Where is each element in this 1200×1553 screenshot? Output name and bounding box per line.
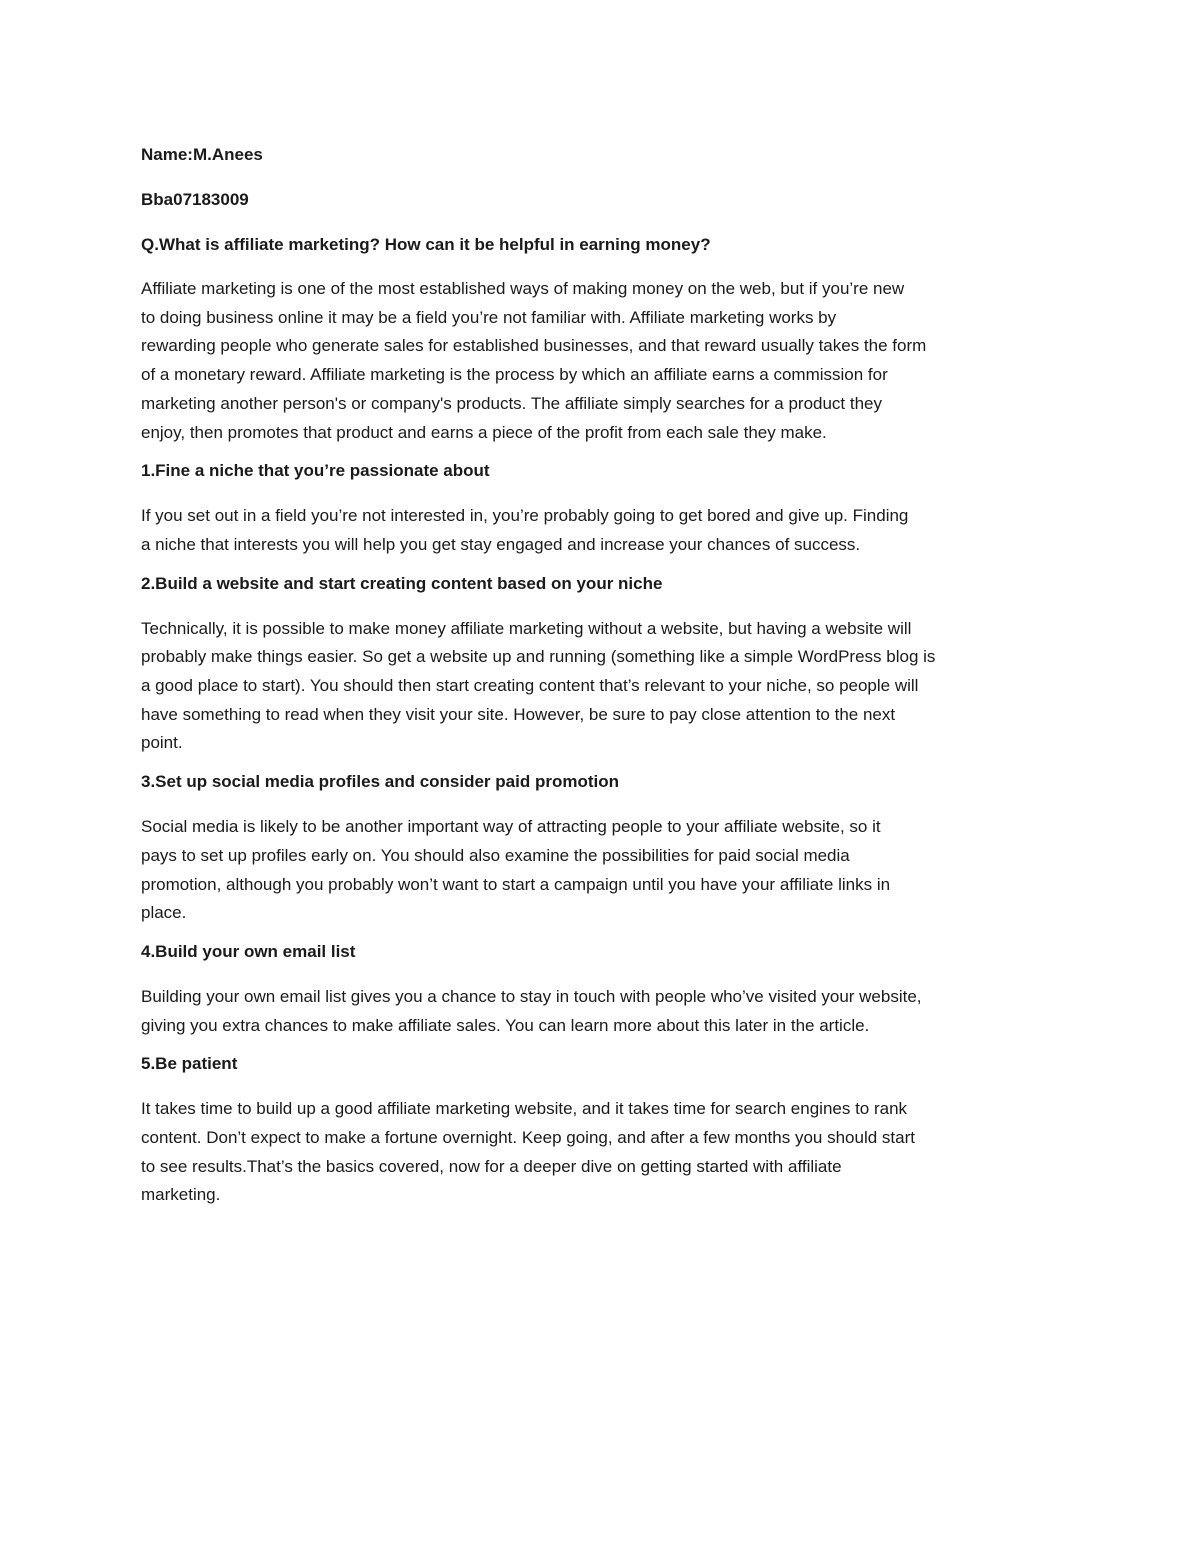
text-line: content. Don’t expect to make a fortune overnight. Keep going, and after a few months you should start	[141, 1128, 915, 1148]
text-line: Building your own email list gives you a chance to stay in touch with people who’ve visited your website,	[141, 986, 922, 1006]
section-heading-1: 1.Fine a niche that you’re passionate about	[141, 461, 490, 481]
section-paragraph-2	[141, 615, 1071, 759]
section-paragraph-1	[141, 502, 1071, 559]
text-line: point.	[141, 733, 183, 753]
document-body	[141, 143, 1071, 1222]
text-line: have something to read when they visit your site. However, be sure to pay close attention to the next	[141, 704, 896, 724]
text-line: rewarding people who generate sales for established businesses, and that reward usually takes the form	[141, 336, 927, 356]
text-line: to doing business online it may be a field you’re not familiar with. Affiliate marketing works by	[141, 307, 837, 327]
intro-paragraph	[141, 275, 1071, 447]
question-title: Q.What is affiliate marketing? How can it be helpful in earning money?	[141, 235, 711, 254]
text-line: Social media is likely to be another important way of attracting people to your affiliate website, so it	[141, 817, 881, 837]
text-line: a good place to start). You should then start creating content that’s relevant to your niche, so people will	[141, 676, 919, 696]
text-line: probably make things easier. So get a website up and running (something like a simple WordPress blog is	[141, 647, 936, 667]
text-line: of a monetary reward. Affiliate marketing is the process by which an affiliate earns a commission for	[141, 365, 888, 385]
text-line: Affiliate marketing is one of the most established ways of making money on the web, but if you’re new	[141, 279, 905, 298]
text-line: place.	[141, 903, 187, 923]
section-paragraph-5	[141, 1095, 1071, 1210]
section-paragraph-4	[141, 983, 1071, 1040]
text-line: Technically, it is possible to make money affiliate marketing without a website, but having a website will	[141, 618, 912, 638]
section-heading-2: 2.Build a website and start creating content based on your niche	[141, 573, 663, 593]
text-line: promotion, although you probably won’t want to start a campaign until you have your affiliate links in	[141, 874, 891, 894]
text-line: to see results.That’s the basics covered, now for a deeper dive on getting started with affiliate	[141, 1156, 842, 1176]
text-line: giving you extra chances to make affiliate sales. You can learn more about this later in the article.	[141, 1015, 870, 1035]
section-paragraph-3	[141, 813, 1071, 928]
text-line: pays to set up profiles early on. You should also examine the possibilities for paid social media	[141, 845, 850, 865]
student-id: Bba07183009	[141, 190, 249, 209]
text-line: marketing.	[141, 1185, 221, 1205]
text-line: enjoy, then promotes that product and earns a piece of the profit from each sale they make.	[141, 422, 827, 442]
text-line: a niche that interests you will help you get stay engaged and increase your chances of success.	[141, 534, 861, 554]
text-line: marketing another person's or company's products. The affiliate simply searches for a product they	[141, 393, 883, 413]
student-name: Name:M.Anees	[141, 145, 263, 164]
section-heading-3: 3.Set up social media profiles and consider paid promotion	[141, 772, 619, 792]
text-line: If you set out in a field you’re not interested in, you’re probably going to get bored and give up. Finding	[141, 506, 909, 526]
section-heading-4: 4.Build your own email list	[141, 941, 356, 961]
text-line: It takes time to build up a good affiliate marketing website, and it takes time for search engines to rank	[141, 1099, 908, 1119]
section-heading-5: 5.Be patient	[141, 1054, 238, 1074]
